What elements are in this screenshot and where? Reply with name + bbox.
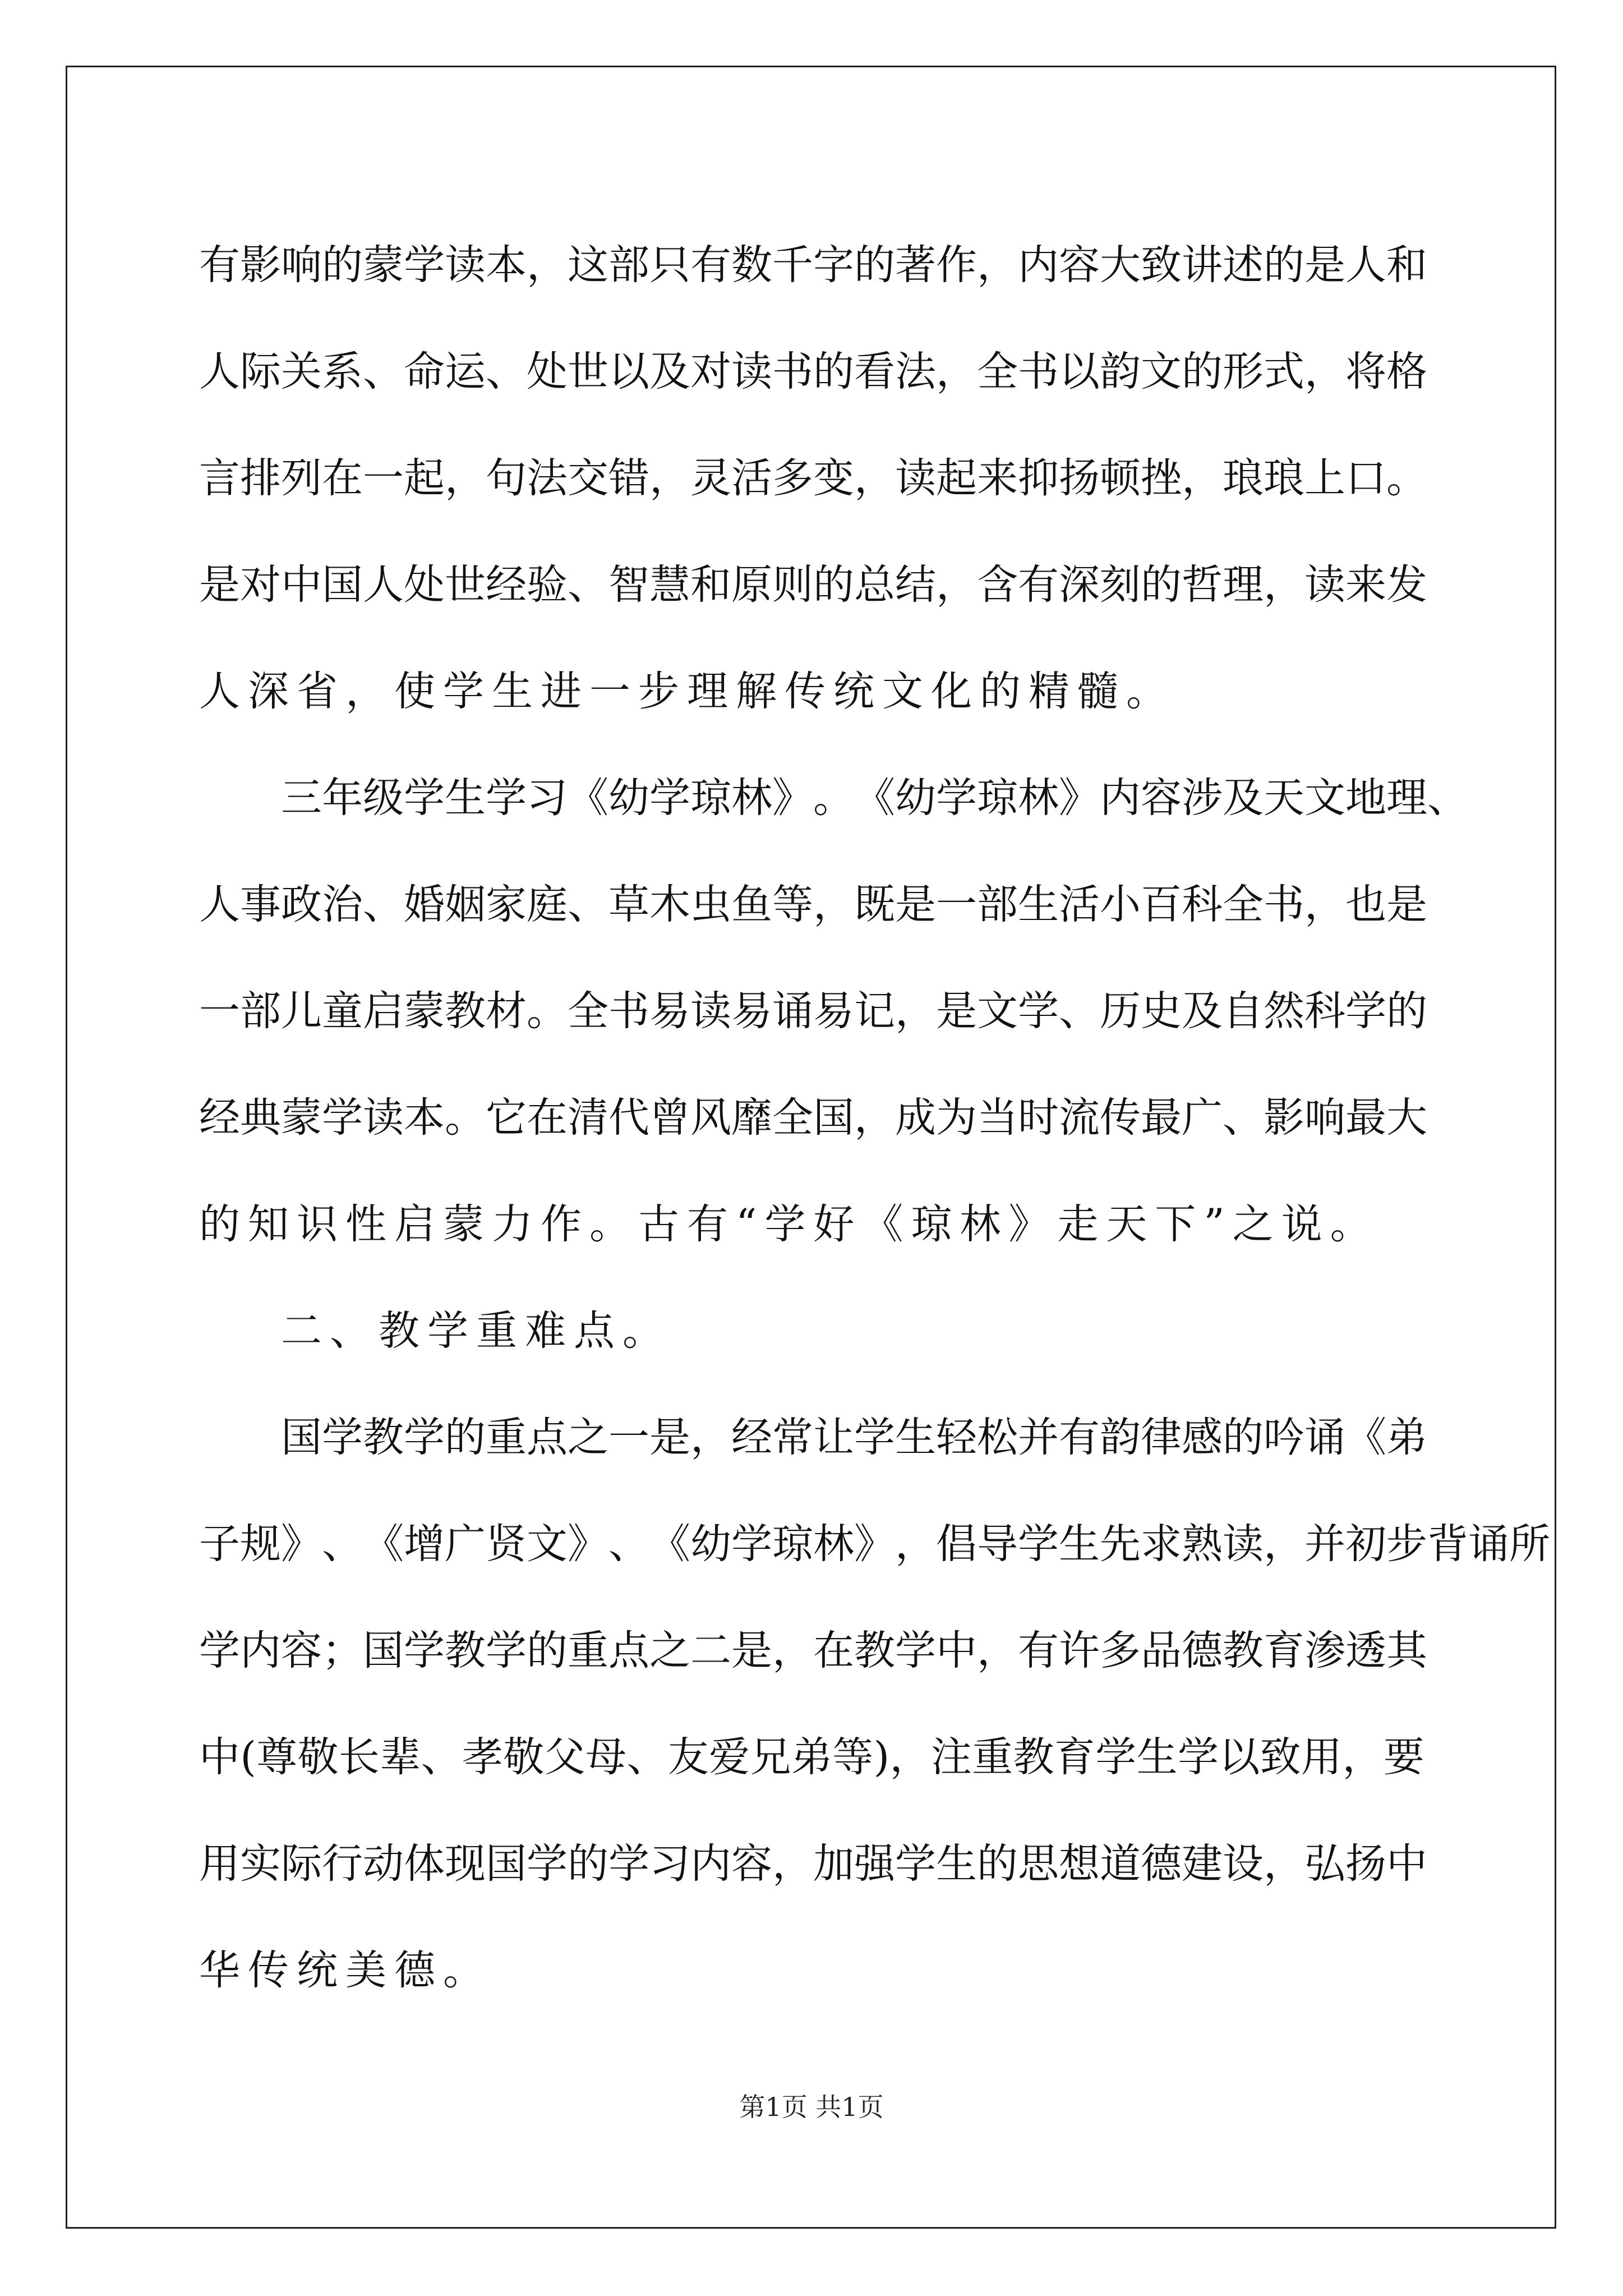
text-line: 是 对 中 国 人 处 世 经 验 、 智 慧 和 原 则 的 总 结 ， 含 有 深 刻 的 哲 理 ， 读 来 发 [199,561,1427,609]
text-line: 二、教学重难点。 [281,1307,671,1355]
text-line: 的知识性启蒙力作。古有“学好《琼林》走天下”之说。 [199,1200,1379,1248]
text-line: 经 典 蒙 学 读 本 。 它 在 清 代 曾 风 靡 全 国 ， 成 为 当 时 流 传 最 广 、 影 响 最 大 [199,1094,1427,1142]
text-line: 子 规 》 、 《 增 广 贤 文 》 、 《 幼 学 琼 林 》 ， 倡 导 学 生 先 求 熟 读 ， 并 初 步 背 诵 所 [199,1520,1550,1568]
text-line: 学 内 容 ； 国 学 教 学 的 重 点 之 二 是 ， 在 教 学 中 ， 有 许 多 品 德 教 育 渗 透 其 [199,1627,1427,1674]
page-number-footer: 第1页 共1页 [739,2092,884,2122]
text-line: 三 年 级 学 生 学 习 《 幼 学 琼 林 》 。 《 幼 学 琼 林 》 内 容 涉 及 天 文 地 理 、 [281,774,1468,822]
text-line: 有 影 响 的 蒙 学 读 本 ， 这 部 只 有 数 千 字 的 著 作 ， 内 容 大 致 讲 述 的 是 人 和 [199,241,1427,289]
document-body [199,212,1550,2024]
text-line: 言 排 列 在 一 起 ， 句 法 交 错 ， 灵 活 多 变 ， 读 起 来 抑 扬 顿 挫 ， 琅 琅 上 口 。 [199,454,1427,502]
text-line: 华传统美德。 [199,1947,492,1994]
text-line: 人 事 政 治 、 婚 姻 家 庭 、 草 木 虫 鱼 等 ， 既 是 一 部 生 活 小 百 科 全 书 ， 也 是 [199,881,1427,928]
text-line: 人深省，使学生进一步理解传统文化的精髓。 [199,668,1175,715]
text-line: 用 实 际 行 动 体 现 国 学 的 学 习 内 容 ， 加 强 学 生 的 思 想 道 德 建 设 ， 弘 扬 中 [199,1840,1427,1888]
text-line: 中 ( 尊 敬 长 辈 、 孝 敬 父 母 、 友 爱 兄 弟 等 ) ， 注 重 教 育 学 生 学 以 致 用 ， 要 [199,1733,1424,1781]
text-line: 国 学 教 学 的 重 点 之 一 是 ， 经 常 让 学 生 轻 松 并 有 韵 律 感 的 吟 诵 《 弟 [281,1414,1427,1461]
text-line: 一 部 儿 童 启 蒙 教 材 。 全 书 易 读 易 诵 易 记 ， 是 文 学 、 历 史 及 自 然 科 学 的 [199,987,1427,1035]
text-line: 人 际 关 系 、 命 运 、 处 世 以 及 对 读 书 的 看 法 ， 全 书 以 韵 文 的 形 式 ， 将 格 [199,348,1427,395]
